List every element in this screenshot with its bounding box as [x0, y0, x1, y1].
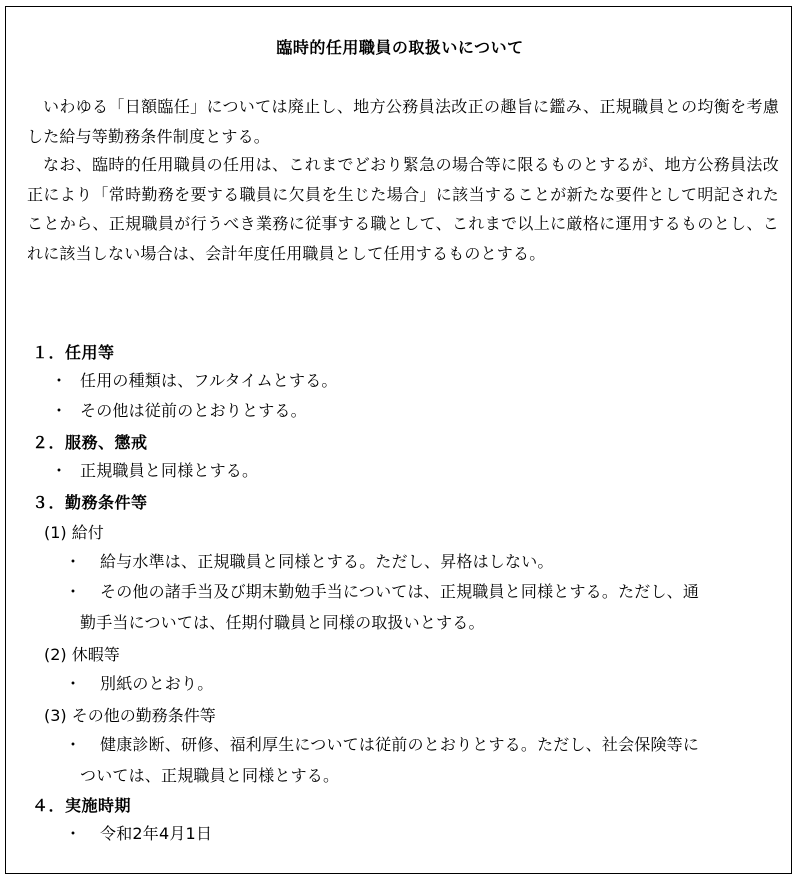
bullet-icon: ・	[65, 552, 82, 571]
list-item	[65, 546, 776, 577]
section-heading-discipline: ２．服務、懲戒	[32, 433, 148, 452]
bullet-icon: ・	[51, 461, 68, 480]
bullet-icon: ・	[65, 674, 82, 693]
list-item-text: 健康診断、研修、福利厚生については従前のとおりとする。ただし、社会保険等に	[100, 735, 700, 754]
list-item-text: 給与水準は、正規職員と同様とする。ただし、昇格はしない。	[100, 552, 554, 571]
list-item-text: 正規職員と同様とする。	[80, 461, 259, 480]
subsection-heading-pay: (1) 給付	[44, 523, 104, 542]
subsection-heading-leave: (2) 休暇等	[44, 645, 120, 664]
list-item-text: その他の諸手当及び期末勤勉手当については、正規職員と同様とする。ただし、通	[100, 582, 700, 601]
section-heading-appointment: １．任用等	[32, 343, 115, 362]
section-heading-conditions: ３．勤務条件等	[32, 493, 148, 512]
bullet-icon: ・	[51, 371, 68, 390]
list-item-continuation: ついては、正規職員と同様とする。	[80, 766, 340, 785]
list-item-text: 任用の種類は、フルタイムとする。	[80, 371, 338, 390]
list-item-text: 別紙のとおり。	[100, 674, 214, 693]
bullet-icon: ・	[65, 824, 82, 843]
section-heading-effective-date: ４．実施時期	[32, 796, 132, 815]
intro-paragraph-2: なお、臨時的任用職員の任用は、これまでどおり緊急の場合等に限るものとするが、地方公務員法改正により「常時勤務を要する職員に欠員を生じた場合」に該当することが新たな要件として明記されたことから、正規職員が行うべき業務に従事する職として、これまで以上に厳格に運用するものとし、これに該当しない場合は、会計年度任用職員として任用するものとする。	[27, 155, 779, 263]
list-item	[51, 365, 770, 396]
list-item	[51, 455, 770, 486]
intro-paragraph-1: いわゆる「日額臨任」については廃止し、地方公務員法改正の趣旨に鑑み、正規職員との均衡を考慮した給与等勤務条件制度とする。	[27, 97, 779, 146]
list-item-continuation: 勤手当については、任期付職員と同様の取扱いとする。	[80, 613, 485, 632]
list-item	[65, 668, 776, 699]
list-item	[65, 818, 776, 849]
bullet-icon: ・	[65, 582, 82, 601]
list-item-text: その他は従前のとおりとする。	[80, 401, 307, 420]
bullet-icon: ・	[65, 735, 82, 754]
list-item	[65, 729, 776, 791]
list-item	[51, 395, 770, 426]
list-item	[65, 576, 776, 638]
page-title: 臨時的任用職員の取扱いについて	[276, 38, 524, 57]
bullet-icon: ・	[51, 401, 68, 420]
list-item-text: 令和2年4月1日	[100, 824, 213, 843]
subsection-heading-other: (3) その他の勤務条件等	[44, 706, 216, 725]
